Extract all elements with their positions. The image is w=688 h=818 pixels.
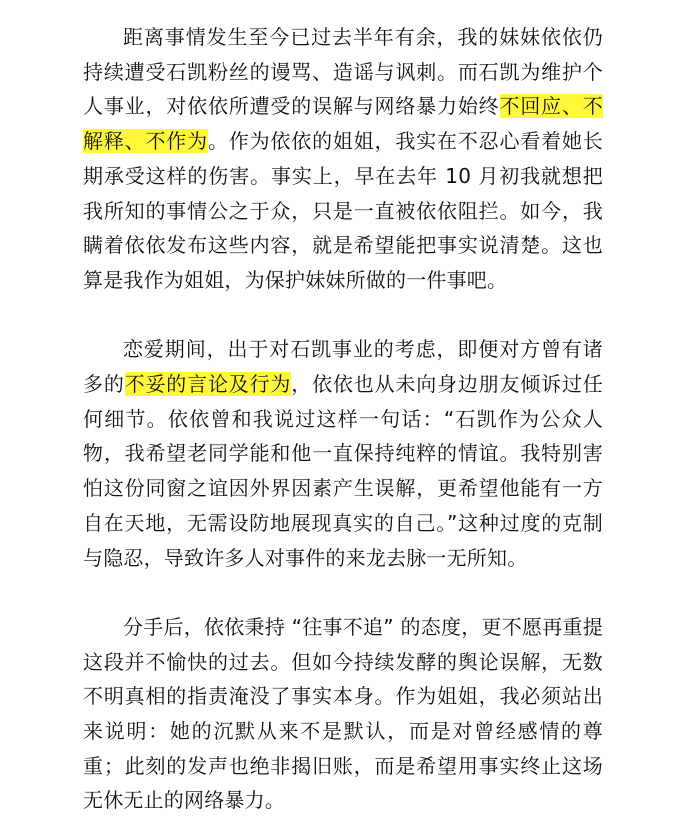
paragraph-1-text-end: 。作为依依的姐姐，我实在不忍心看着她长期承受这样的伤害。事实上，早在去年 10 月初我就想把我所知的事情公之于众，只是一直被依依阻拦。如今，我瞒着依依发布这些内容，就是希望能把事实说清楚。这也算是我作为姐姐，为保护妹妹所做的一件事吧。 <box>83 129 603 292</box>
document-body <box>83 20 603 818</box>
paragraph-2-highlight: 不妥的言论及行为 <box>124 372 292 397</box>
paragraph-1-text-start: 距离事情发生至今已过去半年有余，我的妹妹依依仍持续遭受石凯粉丝的谩骂、造谣与讽刺。而石凯为维护个人事业，对依依所遭受的误解与网络暴力始终 <box>83 25 603 119</box>
paragraph-1-highlight: 不回应、不解释、不作为 <box>83 94 603 154</box>
paragraph-3 <box>83 610 603 818</box>
paragraph-1 <box>83 20 603 298</box>
paragraph-2 <box>83 332 603 575</box>
paragraph-2-text-end: ，依依也从未向身边朋友倾诉过任何细节。依依曾和我说过这样一句话：“石凯作为公众人物，我希望老同学能和他一直保持纯粹的情谊。我特别害怕这份同窗之谊因外界因素产生误解，更希望他能有一方自在天地，无需设防地展现真实的自己。”这种过度的克制与隐忍，导致许多人对事件的来龙去脉一无所知。 <box>83 372 604 570</box>
paragraph-2-text-start: 恋爱期间，出于对石凯事业的考虑，即便对方曾有诸多的 <box>83 337 603 397</box>
paragraph-3-text: 分手后，依依秉持 “往事不追” 的态度，更不愿再重提这段并不愉快的过去。但如今持续发酵的舆论误解，无数不明真相的指责淹没了事实本身。作为姐姐，我必须站出来说明：她的沉默从来不是默认，而是对曾经感情的尊重；此刻的发声也绝非揭旧账，而是希望用事实终止这场无休无止的网络暴力。 <box>83 614 603 813</box>
